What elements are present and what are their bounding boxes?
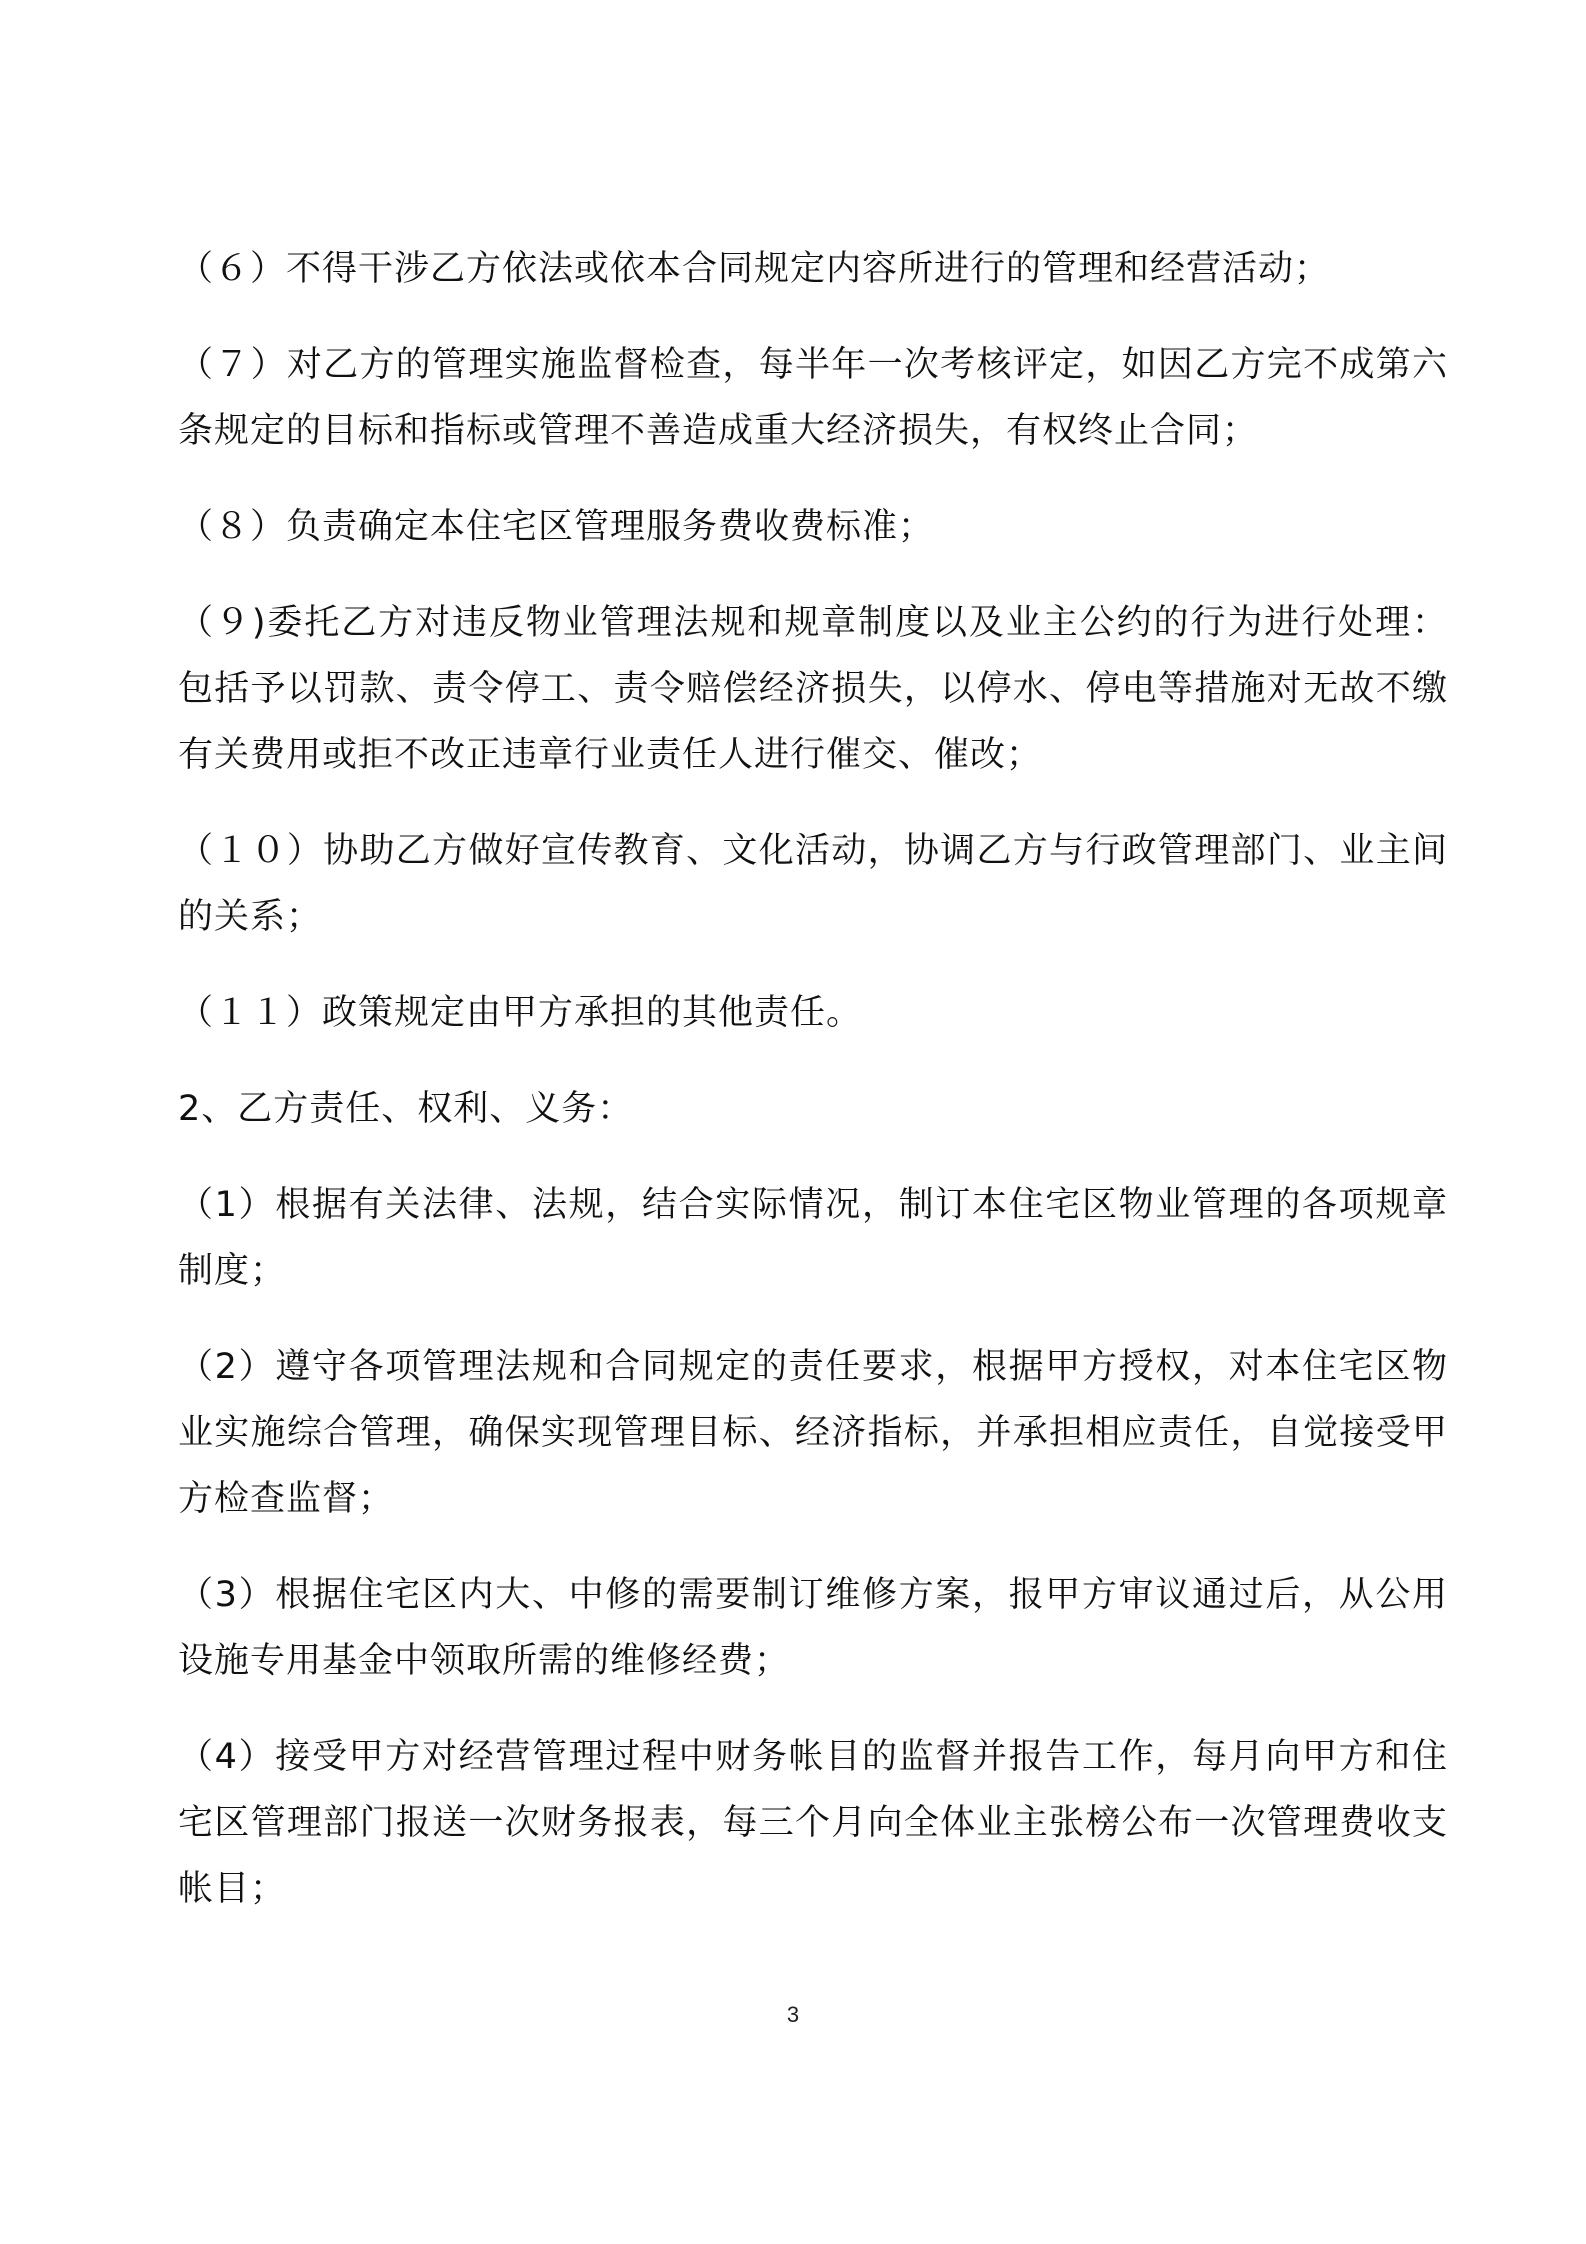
clause-10: （１０）协助乙方做好宣传教育、文化活动，协调乙方与行政管理部门、业主间的关系； (178, 831, 1448, 937)
party-b-clause-4: （4）接受甲方对经营管理过程中财务帐目的监督并报告工作，每月向甲方和住宅区管理部门报送一次财务报表，每三个月向全体业主张榜公布一次管理费收支帐目； (178, 1737, 1448, 1909)
party-b-clause-1: （1）根据有关法律、法规，结合实际情况，制订本住宅区物业管理的各项规章制度； (178, 1185, 1448, 1291)
clause-6: （６）不得干涉乙方依法或依本合同规定内容所进行的管理和经营活动； (178, 249, 1331, 289)
page-number: 3 (786, 2002, 800, 2027)
clause-8: （８）负责确定本住宅区管理服务费收费标准； (178, 507, 935, 547)
party-b-clause-2: （2）遵守各项管理法规和合同规定的责任要求，根据甲方授权，对本住宅区物业实施综合管理，确保实现管理目标、经济指标，并承担相应责任，自觉接受甲方检查监督； (178, 1347, 1448, 1519)
clause-7: （７）对乙方的管理实施监督检查，每半年一次考核评定，如因乙方完不成第六条规定的目标和指标或管理不善造成重大经济损失，有权终止合同； (178, 345, 1448, 451)
party-b-clause-3: （3）根据住宅区内大、中修的需要制订维修方案，报甲方审议通过后，从公用设施专用基金中领取所需的维修经费； (178, 1575, 1448, 1681)
clause-9: （９)委托乙方对违反物业管理法规和规章制度以及业主公约的行为进行处理：包括予以罚款、责令停工、责令赔偿经济损失，以停水、停电等措施对无故不缴有关费用或拒不改正违章行业责任人进行催交、催改； (178, 603, 1448, 775)
section-heading-party-b: 2、乙方责任、权利、义务： (178, 1089, 634, 1129)
document-body (178, 236, 1448, 1952)
clause-11: （１１）政策规定由甲方承担的其他责任。 (178, 993, 863, 1033)
